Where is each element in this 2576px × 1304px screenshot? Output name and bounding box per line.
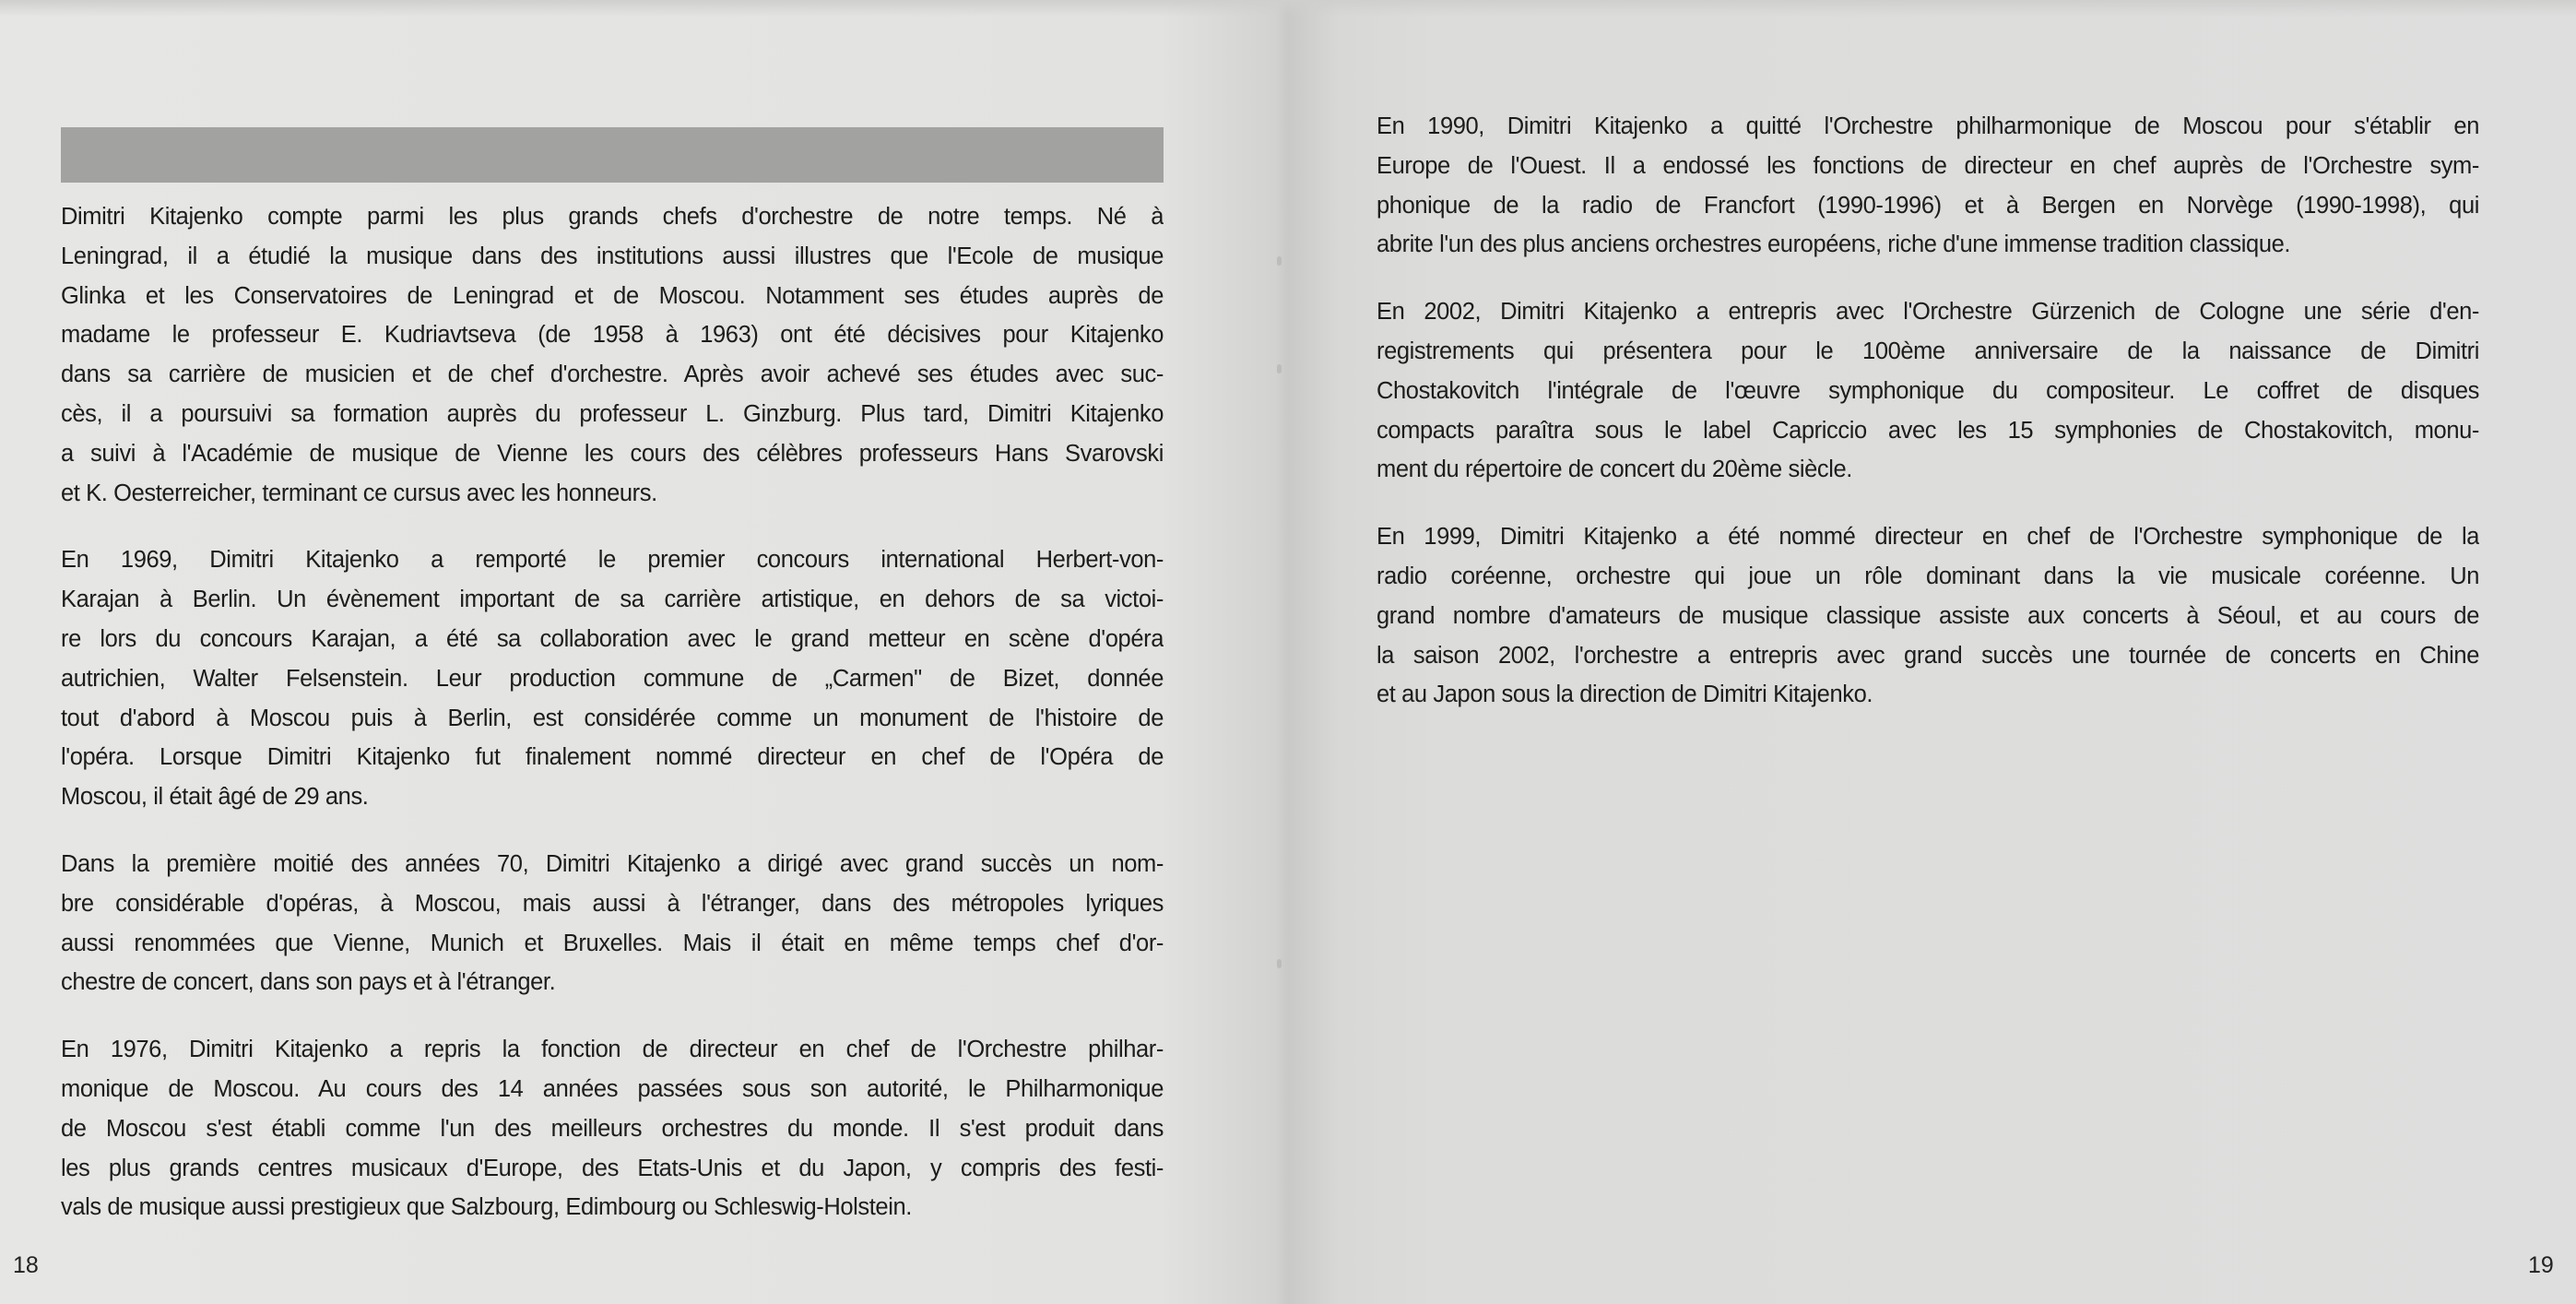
text-line: dans sa carrière de musicien et de chef d'orchestre. Après avoir achevé ses études avec suc- [61, 362, 1164, 388]
paragraph [1377, 517, 2479, 715]
text-line: vals de musique aussi prestigieux que Salzbourg, Edimbourg ou Schleswig-Holstein. [61, 1194, 912, 1221]
page-number-left: 18 [13, 1252, 39, 1278]
text-line: l'opéra. Lorsque Dimitri Kitajenko fut finalement nommé directeur en chef de l'Opéra de [61, 744, 1164, 771]
text-line: En 1969, Dimitri Kitajenko a remporté le premier concours international Herbert-von- [61, 547, 1164, 574]
staple-mark [1277, 256, 1282, 266]
text-line: de Moscou s'est établi comme l'un des meilleurs orchestres du monde. Il s'est produit dans [61, 1115, 1164, 1142]
paragraph [61, 197, 1164, 513]
text-line: Glinka et les Conservatoires de Leningrad et de Moscou. Notamment ses études auprès de [61, 282, 1164, 309]
text-line: Dimitri Kitajenko compte parmi les plus grands chefs d'orchestre de notre temps. Né à [61, 204, 1164, 230]
text-line: compacts paraîtra sous le label Capriccio avec les 15 symphonies de Chostakovitch, monu- [1377, 417, 2479, 444]
text-line: En 2002, Dimitri Kitajenko a entrepris avec l'Orchestre Gürzenich de Cologne une série d'en- [1377, 299, 2479, 326]
text-line: a suivi à l'Académie de musique de Vienne les cours des célèbres professeurs Hans Svarovski [61, 440, 1164, 467]
paragraph [61, 540, 1164, 817]
text-line: Dans la première moitié des années 70, Dimitri Kitajenko a dirigé avec grand succès un nom- [61, 850, 1164, 877]
text-line: En 1990, Dimitri Kitajenko a quitté l'Orchestre philharmonique de Moscou pour s'établir en [1377, 113, 2479, 139]
staple-mark [1277, 364, 1282, 373]
paragraph [61, 845, 1164, 1002]
text-line: re lors du concours Karajan, a été sa collaboration avec le grand metteur en scène d'opéra [61, 625, 1164, 652]
text-line: cès, il a poursuivi sa formation auprès du professeur L. Ginzburg. Plus tard, Dimitri Kitajenko [61, 400, 1164, 427]
scan-top-shadow [0, 0, 2576, 17]
text-line: autrichien, Walter Felsenstein. Leur production commune de „Carmen" de Bizet, donnée [61, 665, 1164, 692]
text-line: monique de Moscou. Au cours des 14 années passées sous son autorité, le Philharmonique [61, 1075, 1164, 1102]
text-line: Europe de l'Ouest. Il a endossé les fonctions de directeur en chef auprès de l'Orchestre sym- [1377, 152, 2479, 179]
paragraph [1377, 292, 2479, 490]
staple-mark [1277, 959, 1282, 968]
text-line: En 1976, Dimitri Kitajenko a repris la fonction de directeur en chef de l'Orchestre philhar- [61, 1037, 1164, 1063]
text-line: Moscou, il était âgé de 29 ans. [61, 784, 369, 811]
paragraph [1377, 107, 2479, 265]
text-line: les plus grands centres musicaux d'Europe, des Etats-Unis et du Japon, y compris des festi- [61, 1155, 1164, 1181]
text-line: Karajan à Berlin. Un évènement important de sa carrière artistique, en dehors de sa victoi- [61, 587, 1164, 613]
text-line: chestre de concert, dans son pays et à l'étranger. [61, 969, 556, 996]
page-number-right: 19 [2528, 1252, 2554, 1278]
text-line: radio coréenne, orchestre qui joue un rôle dominant dans la vie musicale coréenne. Un [1377, 563, 2479, 589]
text-line: tout d'abord à Moscou puis à Berlin, est considérée comme un monument de l'histoire de [61, 705, 1164, 731]
text-line: Chostakovitch l'intégrale de l'œuvre symphonique du compositeur. Le coffret de disques [1377, 377, 2479, 404]
paragraph [61, 1030, 1164, 1227]
text-line: abrite l'un des plus anciens orchestres européens, riche d'une immense tradition classique. [1377, 231, 2291, 258]
header-gray-bar [61, 127, 1164, 183]
text-line: bre considérable d'opéras, à Moscou, mais aussi à l'étranger, dans des métropoles lyriques [61, 890, 1164, 917]
text-line: registrements qui présentera pour le 100ème anniversaire de la naissance de Dimitri [1377, 338, 2479, 364]
text-line: Leningrad, il a étudié la musique dans des institutions aussi illustres que l'Ecole de musique [61, 243, 1164, 269]
text-line: et K. Oesterreicher, terminant ce cursus avec les honneurs. [61, 480, 657, 506]
text-line: aussi renommées que Vienne, Munich et Bruxelles. Mais il était en même temps chef d'or- [61, 930, 1164, 956]
text-line: ment du répertoire de concert du 20ème siècle. [1377, 456, 1852, 483]
text-line: la saison 2002, l'orchestre a entrepris avec grand succès une tournée de concerts en Chine [1377, 642, 2479, 669]
left-page-text [61, 197, 1164, 1255]
right-page-text [1377, 107, 2479, 742]
text-line: et au Japon sous la direction de Dimitri Kitajenko. [1377, 682, 1873, 708]
text-line: En 1999, Dimitri Kitajenko a été nommé directeur en chef de l'Orchestre symphonique de la [1377, 524, 2479, 551]
text-line: madame le professeur E. Kudriavtseva (de 1958 à 1963) ont été décisives pour Kitajenko [61, 322, 1164, 349]
text-line: grand nombre d'amateurs de musique classique assiste aux concerts à Séoul, et au cours de [1377, 602, 2479, 629]
text-line: phonique de la radio de Francfort (1990-1996) et à Bergen en Norvège (1990-1998), qui [1377, 192, 2479, 219]
